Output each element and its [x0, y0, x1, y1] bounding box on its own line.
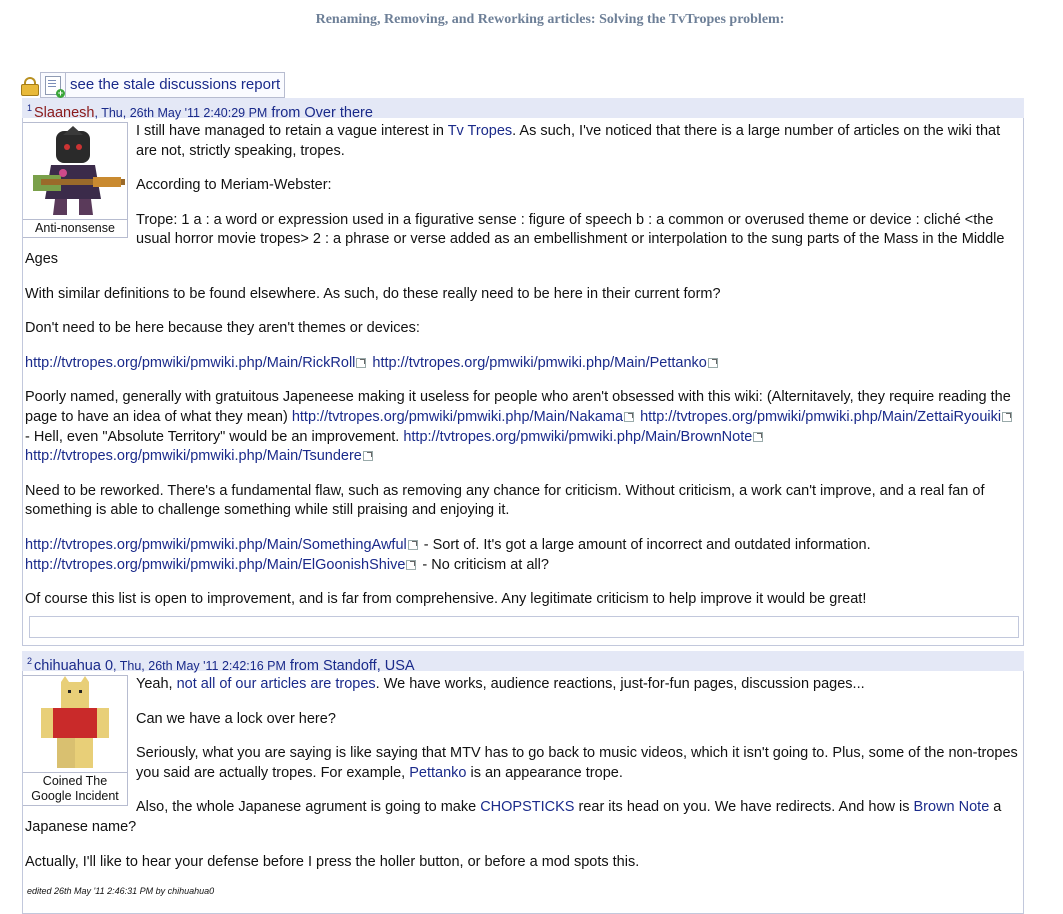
paragraph: According to Meriam-Webster: — [136, 177, 332, 194]
something-awful-link[interactable]: http://tvtropes.org/pmwiki/pmwiki.php/Main/SomethingAwful — [25, 536, 407, 553]
el-goonish-shive-link[interactable]: http://tvtropes.org/pmwiki/pmwiki.php/Main/ElGoonishShive — [25, 556, 406, 573]
post-location: from Standoff, USA — [285, 657, 415, 674]
post-author-link[interactable]: chihuahua 0 — [34, 657, 114, 674]
external-link-icon — [1002, 412, 1012, 422]
avatar-image[interactable] — [23, 123, 127, 220]
brown-note-link[interactable]: Brown Note — [913, 799, 990, 816]
post-body — [22, 671, 1024, 914]
external-link-icon — [753, 432, 763, 442]
new-document-icon[interactable]: + — [45, 76, 61, 95]
post-text — [23, 122, 1023, 610]
brown-note-link[interactable]: http://tvtropes.org/pmwiki/pmwiki.php/Main/BrownNote — [403, 428, 753, 445]
external-link-icon — [624, 412, 634, 422]
external-link-icon — [708, 358, 718, 368]
edited-note: edited 26th May '11 2:46:31 PM by chihuahua0 — [27, 886, 215, 897]
text-span: rear its head on you. We have redirects. And how is — [574, 799, 914, 816]
post-number: 2 — [27, 656, 33, 666]
external-link-icon — [408, 540, 418, 550]
stale-discussions-link[interactable]: see the stale discussions report — [65, 73, 284, 97]
paragraph: Of course this list is open to improvement, and is far from comprehensive. Any legitimate criticism to help improve it would be great! — [25, 591, 867, 608]
stale-report-button-group — [40, 72, 285, 98]
nakama-link[interactable]: http://tvtropes.org/pmwiki/pmwiki.php/Main/Nakama — [291, 408, 624, 425]
external-link-icon — [356, 358, 366, 368]
text-span: I still have managed to retain a vague interest in — [136, 123, 448, 139]
paragraph: With similar definitions to be found elsewhere. As such, do these really need to be here in their current form? — [25, 285, 721, 302]
post-text — [23, 675, 1023, 902]
text-span: . We have works, audience reactions, just-for-fun pages, discussion pages... — [375, 676, 865, 692]
text-span: Poorly named, generally with gratuitous Japeneese making it useless for people who aren't obsessed with this wiki: (Alternitavely, they require reading the page to have an idea of what they mean) — [25, 389, 1011, 425]
text-span: a Japanese name? — [25, 799, 1002, 835]
post-location: from Over there — [267, 104, 373, 121]
paragraph: Need to be reworked. There's a fundamental flaw, such as removing any chance for criticism. Without criticism, a work can't improve, and a real fan of something is able to challenge something while still praising and enjoying it. — [25, 482, 985, 519]
post-author-link[interactable]: Slaanesh — [34, 104, 95, 121]
avatar-image[interactable] — [23, 676, 127, 773]
post-date: , Thu, 26th May '11 2:42:16 PM — [113, 658, 286, 673]
paragraph: Can we have a lock over here? — [136, 710, 336, 727]
signature-box — [29, 616, 1019, 638]
avatar — [23, 122, 128, 238]
text-span: Also, the whole Japanese agrument is going to make — [136, 799, 481, 816]
external-link-icon — [363, 451, 373, 461]
text-span: Yeah, — [136, 676, 177, 692]
not-all-tropes-link[interactable]: not all of our articles are tropes — [176, 676, 376, 692]
avatar-caption: Coined The Google Incident — [31, 774, 119, 803]
paragraph: Don't need to be here because they aren't themes or devices: — [25, 320, 420, 337]
paragraph: Actually, I'll like to hear your defense before I press the holler button, or before a mod spots this. — [25, 853, 640, 870]
zettai-ryouiki-link[interactable]: http://tvtropes.org/pmwiki/pmwiki.php/Main/ZettaiRyouiki — [640, 408, 1002, 425]
paragraph: Trope: 1 a : a word or expression used in a figurative sense : figure of speech b : a common or overused theme or device : cliché <the usual horror movie tropes> 2 : a phrase or verse added as an embellishment or interpolation to the sung parts of the Mass in the Middle Ages — [25, 211, 1005, 267]
text-span: is an appearance trope. — [466, 764, 623, 781]
thread-toolbar — [20, 73, 285, 97]
rickroll-link[interactable]: http://tvtropes.org/pmwiki/pmwiki.php/Main/RickRoll — [25, 354, 356, 371]
text-span: - Hell, even "Absolute Territory" would be an improvement. — [25, 428, 404, 445]
avatar — [23, 675, 128, 806]
post-header — [22, 98, 1024, 121]
pettanko-link[interactable]: http://tvtropes.org/pmwiki/pmwiki.php/Main/Pettanko — [372, 354, 707, 371]
page-title: Renaming, Removing, and Reworking articles: Solving the TvTropes problem: — [315, 12, 785, 27]
tv-tropes-link[interactable]: Tv Tropes — [447, 123, 513, 139]
lock-icon[interactable] — [20, 75, 38, 95]
avatar-caption: Anti-nonsense — [35, 221, 115, 235]
text-span: - No criticism at all? — [418, 556, 549, 573]
tsundere-link[interactable]: http://tvtropes.org/pmwiki/pmwiki.php/Main/Tsundere — [25, 448, 362, 465]
external-link-icon — [406, 560, 416, 570]
post-body — [22, 118, 1024, 646]
post-header — [22, 651, 1024, 674]
text-span: - Sort of. It's got a large amount of incorrect and outdated information. — [419, 536, 871, 553]
chopsticks-link[interactable]: CHOPSTICKS — [480, 799, 575, 816]
text-span: . As such, I've noticed that there is a large number of articles on the wiki that are not, strictly speaking, tropes. — [136, 123, 1001, 159]
text-span: Seriously, what you are saying is like saying that MTV has to go back to music videos, which it isn't going to. Plus, some of the non-tropes you said are actually tropes. For example, — [136, 745, 1018, 781]
pettanko-link[interactable]: Pettanko — [409, 764, 467, 781]
post-date: , Thu, 26th May '11 2:40:29 PM — [94, 105, 268, 120]
post-number: 1 — [27, 103, 33, 113]
